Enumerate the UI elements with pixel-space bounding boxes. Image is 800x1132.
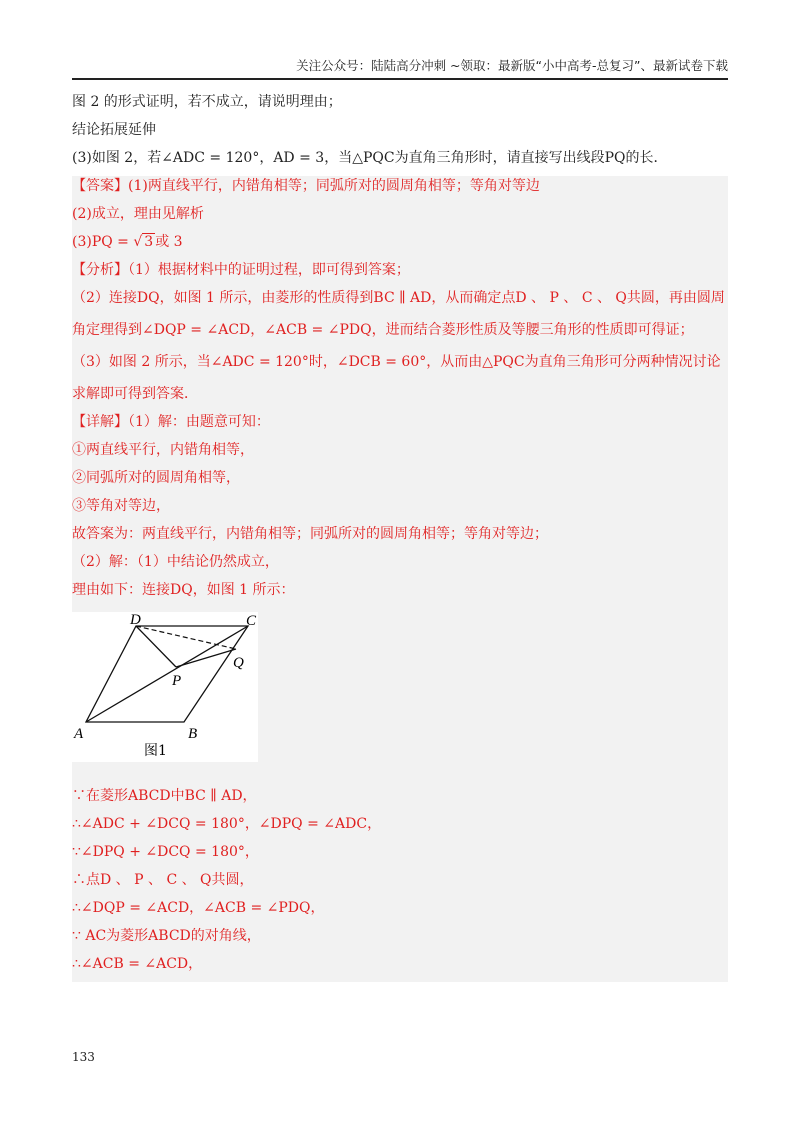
detail-line-5: 故答案为：两直线平行，内错角相等；同弧所对的圆周角相等；等角对等边； (72, 526, 548, 542)
proof-line-7: ∴∠ACB = ∠ACD， (72, 956, 203, 972)
answer-text: (1)两直线平行，内错角相等；同弧所对的圆周角相等；等角对等边 (128, 178, 540, 194)
detail-line-7: 理由如下：连接DQ，如图 1 所示： (72, 582, 295, 598)
proof-line-6: ∵ AC为菱形ABCD的对角线， (72, 928, 261, 944)
answer-line-2: (2)成立，理由见解析 (72, 206, 204, 222)
detail-line-3: ②同弧所对的圆周角相等， (72, 470, 240, 486)
label-q: Q (233, 655, 244, 671)
label-c: C (246, 613, 257, 629)
proof-line-2: ∴∠ADC + ∠DCQ = 180°，∠DPQ = ∠ADC， (72, 816, 382, 832)
sqrt-value: 3 (144, 234, 154, 250)
question-3: (3)如图 2，若∠ADC = 120°，AD = 3，当△PQC为直角三角形时，请直接写出线段PQ的长． (72, 150, 668, 166)
detail-text: （1）解：由题意可知： (128, 414, 270, 430)
proof-line-5: ∴∠DQP = ∠ACD，∠ACB = ∠PDQ， (72, 900, 325, 916)
rhombus-diagram (72, 612, 258, 762)
page-number: 133 (72, 1050, 95, 1064)
label-p: P (172, 673, 182, 689)
answer-line-3: (3)PQ = √ 3 或 3 (72, 234, 183, 250)
detail-line-2: ①两直线平行，内错角相等， (72, 442, 254, 458)
label-d: D (130, 612, 141, 628)
answer-tag: 【答案】 (72, 178, 128, 194)
answer-3-prefix: (3)PQ = (72, 234, 134, 250)
proof-line-1: ∵在菱形ABCD中BC ∥ AD， (72, 788, 257, 804)
analysis-line (72, 260, 728, 288)
analysis-line-4: （3）如图 2 所示，当∠ADC = 120°时，∠DCB = 60°，从而由△PQC为直角三角形可分两种情况讨论 (72, 354, 721, 370)
analysis-line-3: 角定理得到∠DQP = ∠ACD，∠ACB = ∠PDQ，进而结合菱形性质及等腰三角形的性质即可得证； (72, 322, 694, 338)
detail-line-6: （2）解：（1）中结论仍然成立， (72, 554, 279, 570)
answer-3-suffix: 或 3 (155, 234, 183, 250)
proof-line-4: ∴点D 、 P 、 C 、 Q共圆， (72, 872, 254, 888)
page-header: 关注公众号：陆陆高分冲刺 ~领取：最新版“小中高考-总复习”、最新试卷下载 (72, 56, 728, 80)
detail-line (72, 412, 728, 440)
figure-1 (72, 612, 258, 762)
segment-dp (136, 626, 176, 667)
answer-line (72, 176, 728, 204)
answer-block (72, 176, 728, 982)
analysis-tag: 【分析】 (72, 262, 128, 278)
analysis-text: （1）根据材料中的证明过程，即可得到答案； (128, 262, 410, 278)
section-heading: 结论拓展延伸 (72, 122, 156, 138)
label-a: A (74, 726, 84, 742)
detail-line-4: ③等角对等边， (72, 498, 170, 514)
figure-caption: 图1 (144, 743, 167, 759)
detail-tag: 【详解】 (72, 414, 128, 430)
analysis-line-2: （2）连接DQ，如图 1 所示，由菱形的性质得到BC ∥ AD，从而确定点D 、 P 、 C 、 Q共圆，再由圆周 (72, 290, 725, 306)
analysis-line-5: 求解即可得到答案． (72, 386, 198, 402)
text-line: 图 2 的形式证明，若不成立，请说明理由； (72, 94, 342, 110)
proof-line-3: ∵∠DPQ + ∠DCQ = 180°， (72, 844, 259, 860)
segment-dq-dashed (136, 626, 236, 649)
page-content (72, 92, 728, 982)
label-b: B (188, 726, 198, 742)
